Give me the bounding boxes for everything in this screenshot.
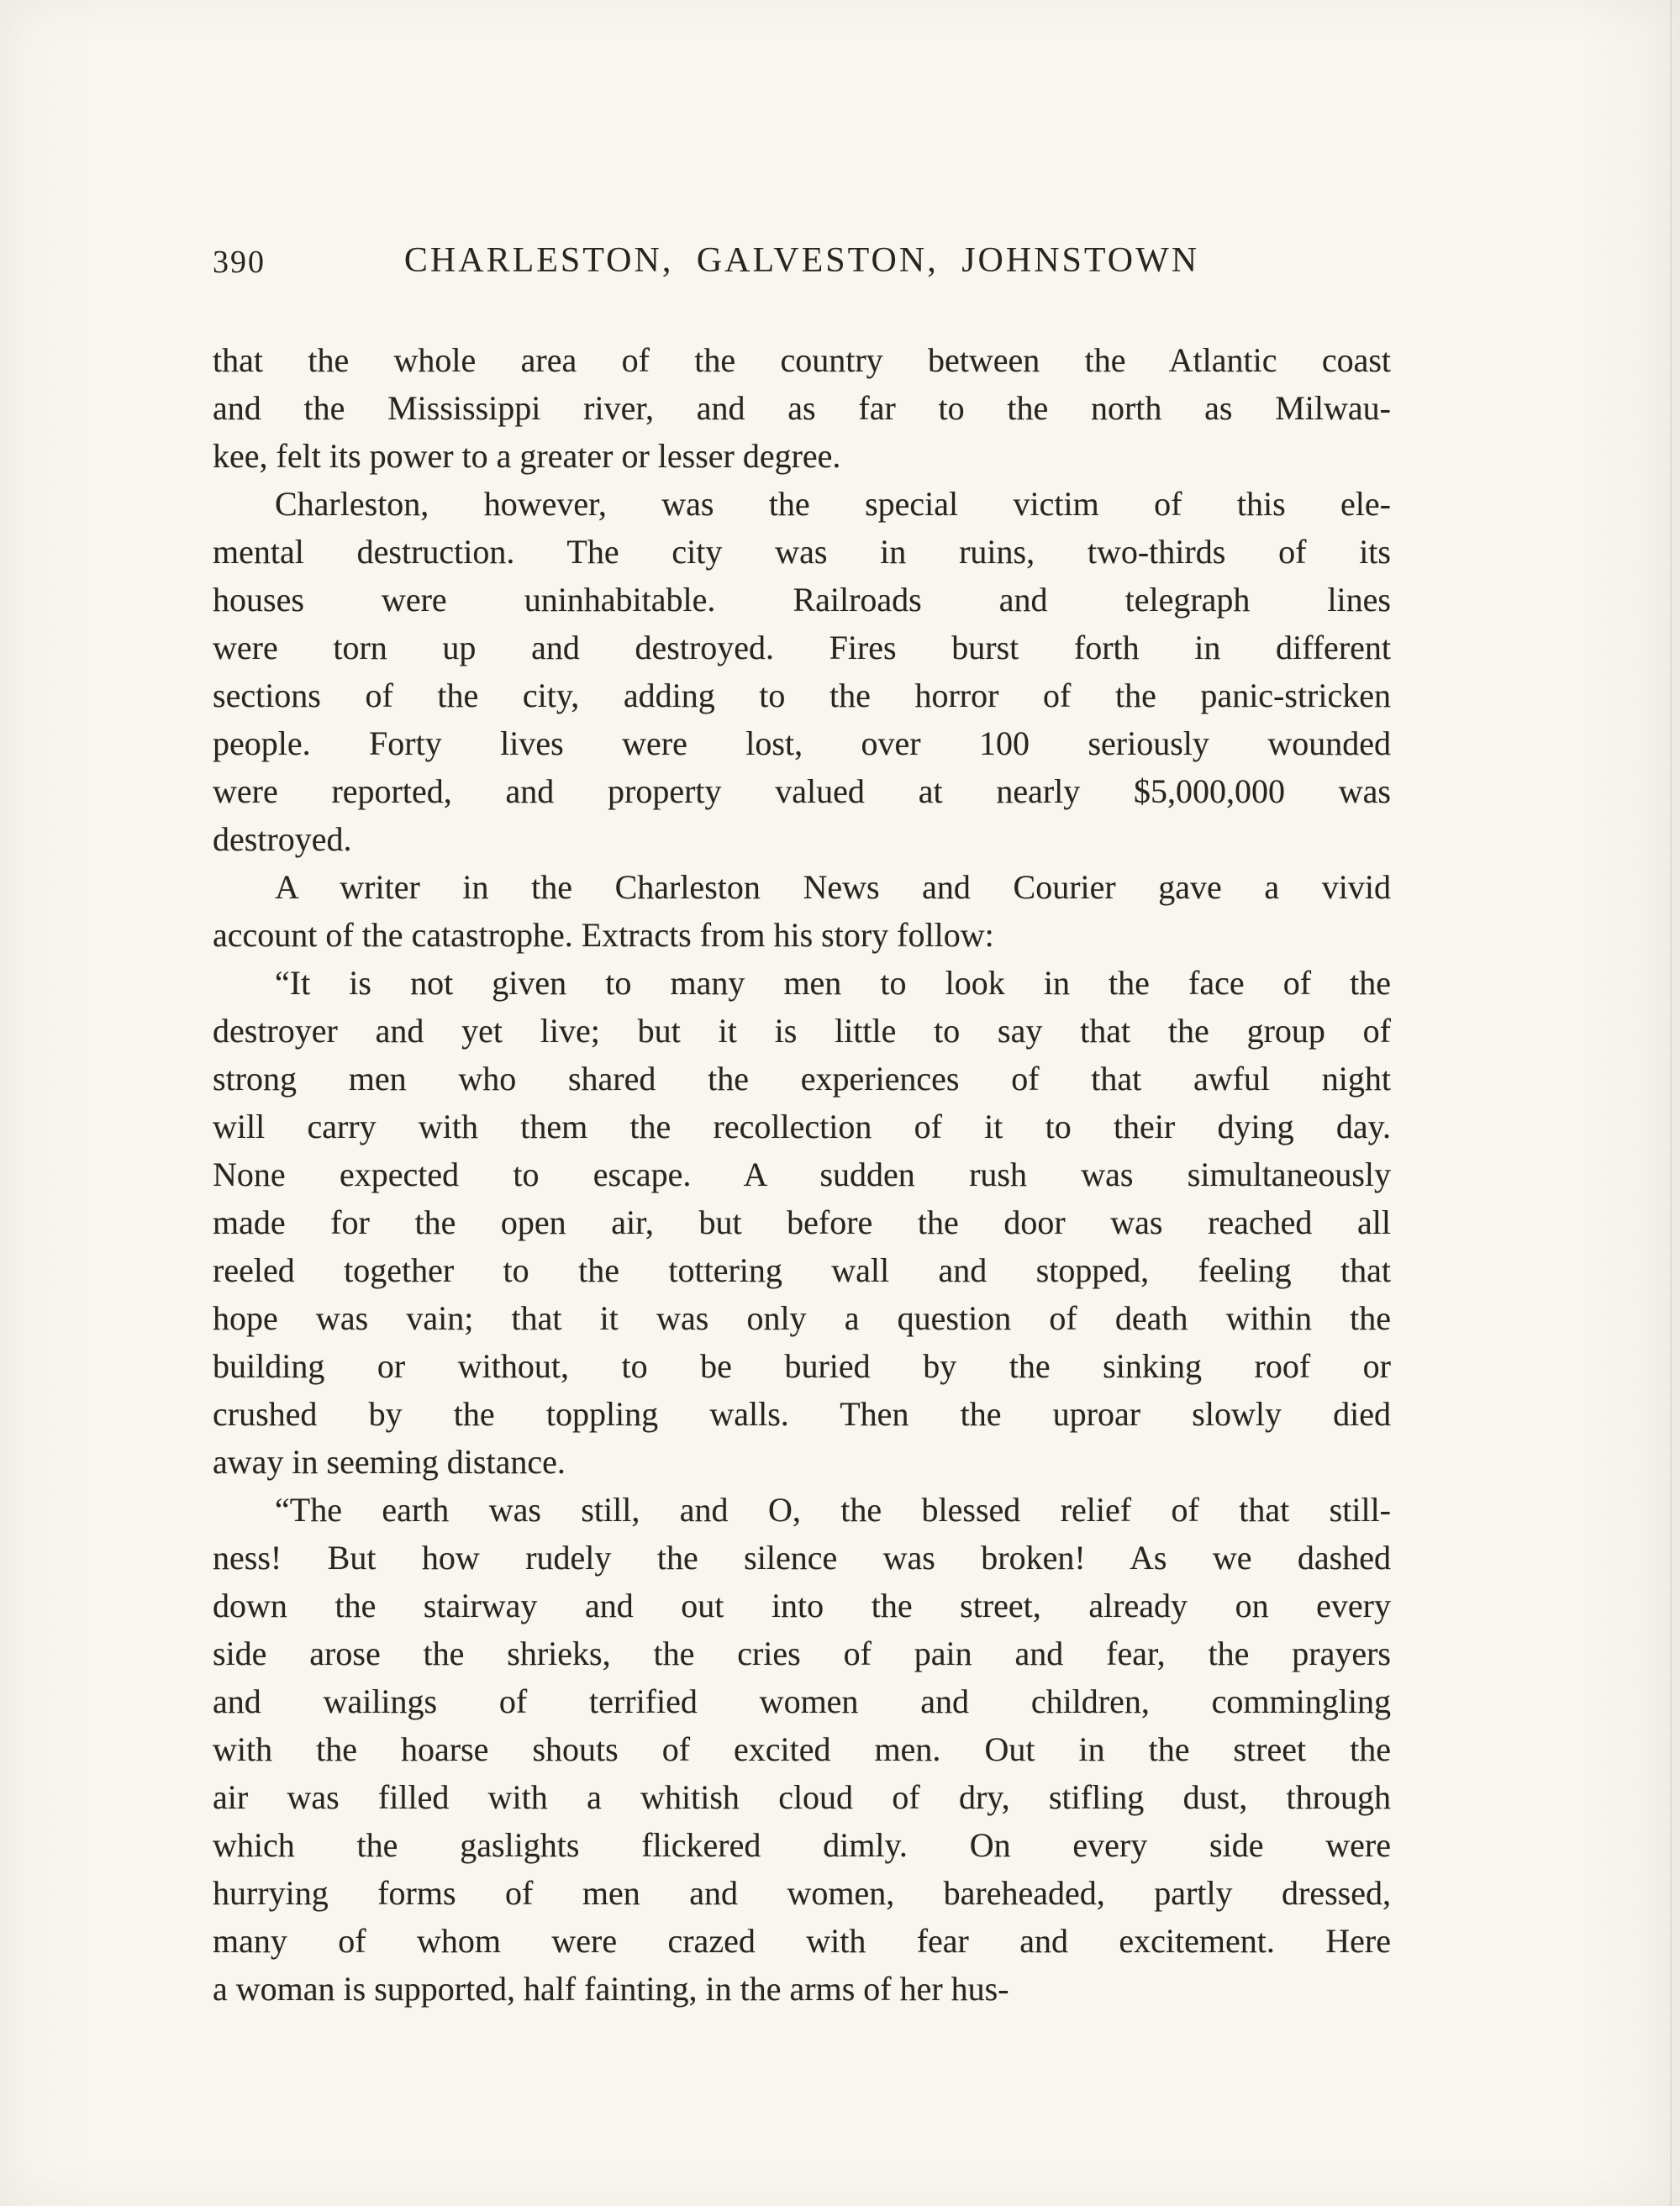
- text-line: many of whom were crazed with fear and excitement. Here: [213, 1922, 1391, 1960]
- text-line: were torn up and destroyed. Fires burst forth in different: [213, 629, 1391, 666]
- text-line: away in seeming distance.: [213, 1443, 566, 1481]
- text-line: down the stairway and out into the street, already on every: [213, 1587, 1391, 1624]
- text-line: air was filled with a whitish cloud of dry, stifling dust, through: [213, 1778, 1391, 1816]
- text-line: destroyed.: [213, 820, 352, 858]
- text-line: and the Mississippi river, and as far to the north as Milwau-: [213, 389, 1391, 427]
- text-line: hope was vain; that it was only a question of death within the: [213, 1299, 1391, 1337]
- text-line: made for the open air, but before the door was reached all: [213, 1203, 1391, 1241]
- text-line: kee, felt its power to a greater or lesser degree.: [213, 437, 841, 475]
- text-line: “It is not given to many men to look in the face of the: [275, 964, 1391, 1002]
- text-line: with the hoarse shouts of excited men. Out in the street the: [213, 1730, 1391, 1768]
- paragraph: [213, 480, 1391, 863]
- text-line: account of the catastrophe. Extracts from his story follow:: [213, 916, 994, 954]
- text-line: mental destruction. The city was in ruins, two-thirds of its: [213, 533, 1391, 571]
- text-line: strong men who shared the experiences of that awful night: [213, 1060, 1391, 1098]
- text-line: None expected to escape. A sudden rush was simultaneously: [213, 1156, 1391, 1193]
- text-line: side arose the shrieks, the cries of pain and fear, the prayers: [213, 1635, 1391, 1672]
- text-line: crushed by the toppling walls. Then the uproar slowly died: [213, 1395, 1391, 1433]
- text-line: a woman is supported, half fainting, in the arms of her hus-: [213, 1970, 1009, 2008]
- text-line: reeled together to the tottering wall and stopped, feeling that: [213, 1251, 1391, 1289]
- paragraph: [213, 336, 1391, 480]
- page-header: [213, 240, 1391, 286]
- paragraph: [213, 863, 1391, 959]
- text-line: hurrying forms of men and women, bareheaded, partly dressed,: [213, 1874, 1391, 1912]
- text-line: and wailings of terrified women and children, commingling: [213, 1682, 1391, 1720]
- text-line: will carry with them the recollection of it to their dying day.: [213, 1108, 1391, 1145]
- text-line: were reported, and property valued at nearly $5,000,000 was: [213, 772, 1391, 810]
- text-line: sections of the city, adding to the horror of the panic-stricken: [213, 677, 1391, 714]
- text-line: “The earth was still, and O, the blessed relief of that still-: [275, 1491, 1391, 1529]
- page-content: [213, 240, 1391, 2013]
- text-line: building or without, to be buried by the sinking roof or: [213, 1347, 1391, 1385]
- body-text: [213, 336, 1391, 2013]
- text-line: houses were uninhabitable. Railroads and telegraph lines: [213, 581, 1391, 619]
- text-line: people. Forty lives were lost, over 100 seriously wounded: [213, 724, 1391, 762]
- text-line: that the whole area of the country between the Atlantic coast: [213, 341, 1391, 379]
- text-line: which the gaslights flickered dimly. On every side were: [213, 1826, 1391, 1864]
- paragraph: [213, 959, 1391, 1486]
- running-title: CHARLESTON, GALVESTON, JOHNSTOWN: [403, 241, 1200, 280]
- text-line: ness! But how rudely the silence was broken! As we dashed: [213, 1539, 1391, 1577]
- text-line: Charleston, however, was the special victim of this ele-: [275, 485, 1391, 523]
- text-line: destroyer and yet live; but it is little to say that the group of: [213, 1012, 1391, 1050]
- paragraph: [213, 1486, 1391, 2013]
- page-number: 390: [213, 245, 266, 280]
- text-line: A writer in the Charleston News and Courier gave a vivid: [275, 868, 1391, 906]
- scan-edge-artifact: [1670, 0, 1672, 2206]
